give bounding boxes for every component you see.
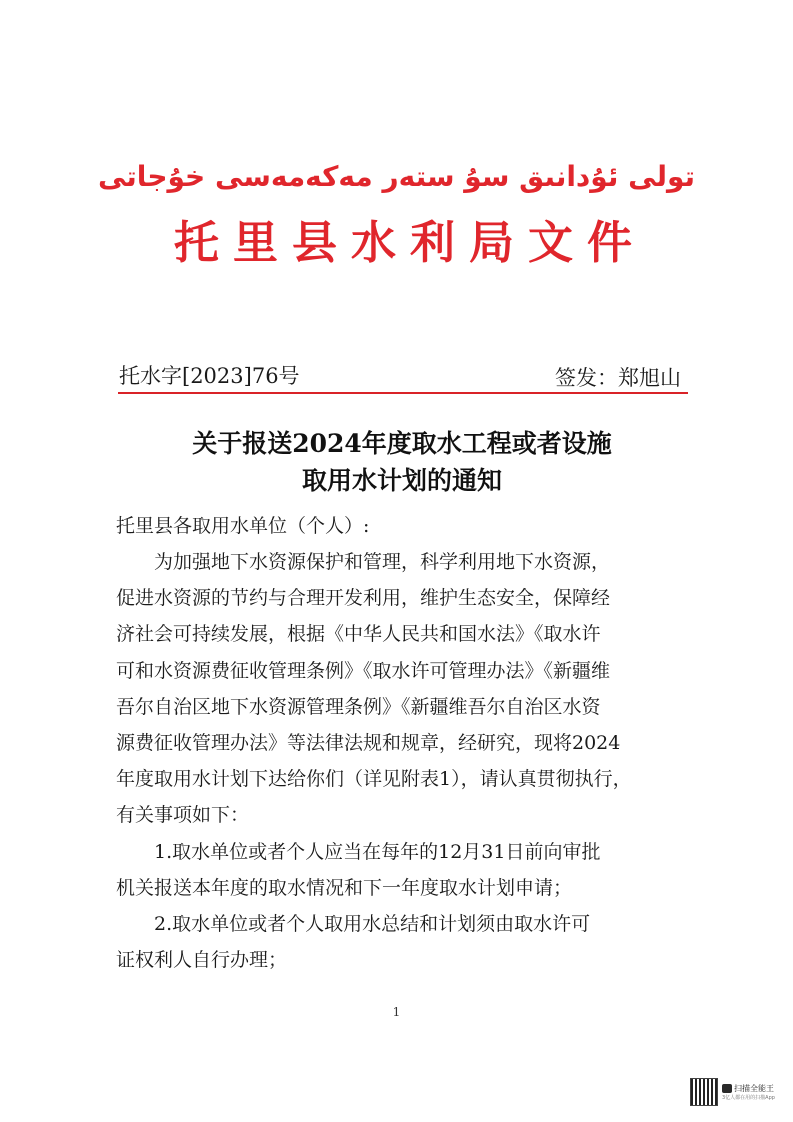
body-line: 济社会可持续发展，根据《中华人民共和国水法》《取水许 (116, 623, 601, 646)
body-line: 促进水资源的节约与合理开发利用，维护生态安全，保障经 (116, 587, 611, 610)
scanner-logo-icon (722, 1084, 732, 1093)
body-line: 可和水资源费征收管理条例》《取水许可管理办法》《新疆维 (116, 659, 611, 682)
scanner-watermark (690, 1075, 790, 1109)
body-line: 证权利人自行办理； (116, 949, 288, 972)
body-line: 有关事项如下： (116, 804, 250, 827)
body-line: 机关报送本年度的取水情况和下一年度取水计划申请； (116, 876, 573, 899)
body-line: 吾尔自治区地下水资源管理条例》《新疆维吾尔自治区水资 (116, 695, 601, 718)
watermark-brand: 扫描全能王 (734, 1084, 774, 1093)
header-uyghur-title: تولى ئۇدانىق سۇ ستەر مەكەمەسى خۇجاتى (97, 160, 696, 193)
notice-title-line-1: 关于报送2024年度取水工程或者设施 (192, 429, 612, 458)
body-line: 1.取水单位或者个人应当在每年的12月31日前向审批 (154, 840, 601, 863)
header-title: 托里县水利局文件 (173, 216, 646, 269)
body-text (116, 544, 692, 978)
notice-title (112, 425, 692, 499)
signer: 签发：郑旭山 (555, 366, 681, 390)
body-line: 2.取水单位或者个人取用水总结和计划须由取水许可 (154, 912, 591, 935)
addressee: 托里县各取用水单位（个人）: (116, 515, 370, 537)
body-line: 为加强地下水资源保护和管理，科学利用地下水资源， (154, 551, 611, 573)
document-number: 托水字[2023]76号 (119, 364, 300, 388)
qr-code-icon (690, 1078, 718, 1106)
page-number: 1 (392, 1005, 401, 1019)
body-line: 年度取用水计划下达给你们（详见附表1），请认真贯彻执行， (116, 768, 632, 791)
red-divider-line (118, 392, 688, 394)
watermark-subtitle: 3亿人都在用的扫描App (722, 1095, 775, 1101)
body-line: 源费征收管理办法》等法律法规和规章，经研究，现将2024 (116, 731, 621, 754)
notice-title-line-2: 取用水计划的通知 (301, 466, 502, 495)
